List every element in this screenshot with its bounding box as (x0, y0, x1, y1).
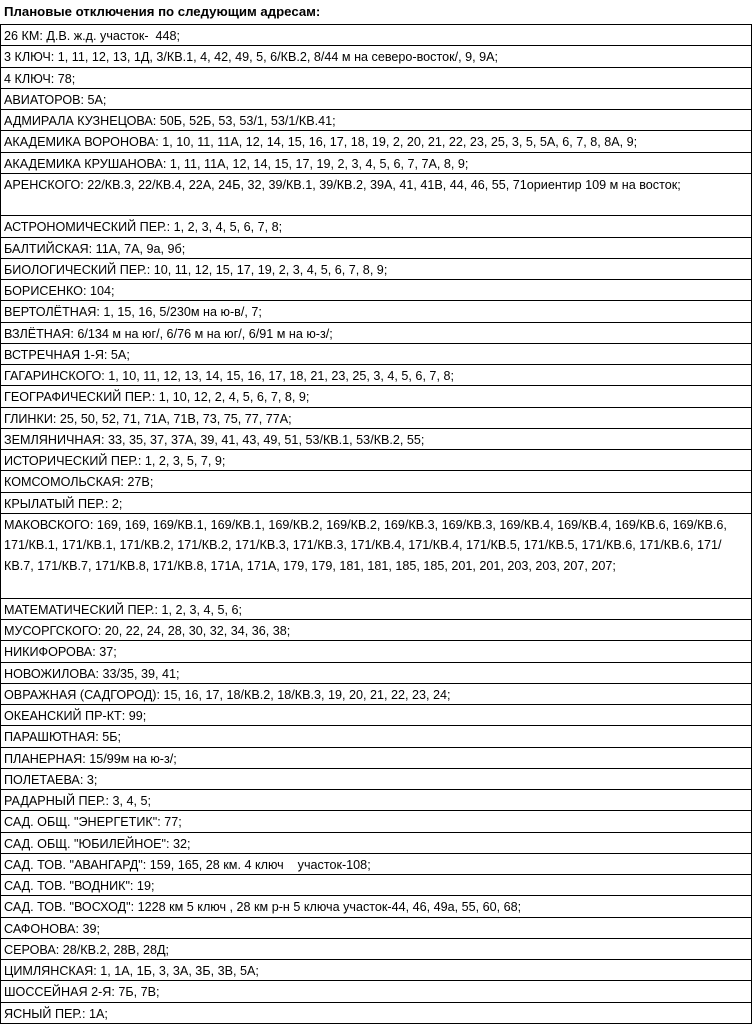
address-row (1, 833, 751, 854)
sheet-header: Плановые отключения по следующим адресам: (4, 4, 321, 19)
address-row (1, 280, 751, 301)
address-row (1, 790, 751, 811)
address-row (1, 344, 751, 365)
address-text: БОРИСЕНКО: 104; (4, 284, 115, 298)
address-row (1, 89, 751, 110)
address-row (1, 25, 751, 46)
address-text: АВИАТОРОВ: 5А; (4, 92, 107, 107)
address-row (1, 918, 751, 939)
address-text: 4 КЛЮЧ: 78; (4, 71, 76, 86)
address-text: РАДАРНЫЙ ПЕР.: 3, 4, 5; (4, 794, 151, 808)
address-text: ИСТОРИЧЕСКИЙ ПЕР.: 1, 2, 3, 5, 7, 9; (4, 454, 226, 468)
address-text: МУСОРГСКОГО: 20, 22, 24, 28, 30, 32, 34, 36, 38; (4, 624, 291, 638)
address-row (1, 131, 751, 152)
address-row (1, 365, 751, 386)
address-row (1, 323, 751, 344)
address-text: САД. ОБЩ. "ЭНЕРГЕТИК": 77; (4, 815, 182, 830)
address-row (1, 769, 751, 790)
address-row (1, 493, 751, 514)
address-row (1, 153, 751, 174)
address-text: ВЗЛЁТНАЯ: 6/134 м на юг/, 6/76 м на юг/, 6/91 м на ю-з/; (4, 326, 333, 341)
address-row (1, 811, 751, 832)
address-text: 26 КМ: Д.В. ж.д. участок- 448; (4, 29, 181, 43)
address-row (1, 174, 751, 217)
address-row (1, 663, 751, 684)
address-row (1, 705, 751, 726)
address-row (1, 259, 751, 280)
address-row (1, 450, 751, 471)
address-row (1, 110, 751, 131)
address-text: СЕРОВА: 28/КВ.2, 28В, 28Д; (4, 942, 169, 957)
address-text: КОМСОМОЛЬСКАЯ: 27В; (4, 475, 154, 490)
address-text: ГЕОГРАФИЧЕСКИЙ ПЕР.: 1, 10, 12, 2, 4, 5, 6, 7, 8, 9; (4, 390, 310, 405)
address-row (1, 981, 751, 1002)
address-row (1, 599, 751, 620)
address-text: ВЕРТОЛЁТНАЯ: 1, 15, 16, 5/230м на ю-в/, 7; (4, 305, 262, 320)
address-row (1, 68, 751, 89)
address-text: АРЕНСКОГО: 22/КВ.3, 22/КВ.4, 22А, 24Б, 32, 39/КВ.1, 39/КВ.2, 39А, 41, 41В, 44, 46, 55, 71ориентир 109 м на восток; (4, 177, 681, 192)
address-text: ШОССЕЙНАЯ 2-Я: 7Б, 7В; (4, 985, 160, 1000)
address-text: ГЛИНКИ: 25, 50, 52, 71, 71А, 71В, 73, 75, 77, 77А; (4, 411, 292, 426)
address-table (0, 24, 752, 1024)
address-row (1, 641, 751, 662)
address-row (1, 896, 751, 917)
address-row (1, 238, 751, 259)
address-text: АКАДЕМИКА ВОРОНОВА: 1, 10, 11, 11А, 12, 14, 15, 16, 17, 18, 19, 2, 20, 21, 22, 23, 25, 3, 5, 5А, 6, 7, 8, 8А, 9; (4, 135, 638, 150)
address-row (1, 726, 751, 747)
address-row (1, 1003, 751, 1024)
address-text: НОВОЖИЛОВА: 33/35, 39, 41; (4, 666, 180, 681)
address-row (1, 429, 751, 450)
address-row (1, 514, 751, 599)
address-text: КРЫЛАТЫЙ ПЕР.: 2; (4, 496, 123, 511)
address-text: АДМИРАЛА КУЗНЕЦОВА: 50Б, 52Б, 53, 53/1, 53/1/КВ.41; (4, 114, 336, 128)
address-row (1, 875, 751, 896)
address-text: ГАГАРИНСКОГО: 1, 10, 11, 12, 13, 14, 15, 16, 17, 18, 21, 23, 25, 3, 4, 5, 6, 7, 8; (4, 369, 454, 383)
address-text: МАКОВСКОГО: 169, 169, 169/КВ.1, 169/КВ.1, 169/КВ.2, 169/КВ.2, 169/КВ.3, 169/КВ.3, 169/КВ.4, 169/КВ.4, 169/КВ.6, 169/КВ.6, 171/КВ.1, 171/КВ.1, 171/КВ.2, 171/КВ.2, 171/КВ.3, 171/КВ.3, 171/КВ.4, 171/КВ.4, 171/КВ.5, 171/КВ.5, 171/КВ.6, 171/КВ.6, 171/КВ.7, 171/КВ.7, 171/КВ.8, 171/КВ.8, 171А, 171А, 179, 179, 181, 181, 185, 185, 201, 201, 203, 203, 207, 207; (4, 517, 731, 573)
address-row (1, 960, 751, 981)
address-text: 3 КЛЮЧ: 1, 11, 12, 13, 1Д, 3/КВ.1, 4, 42, 49, 5, 6/КВ.2, 8/44 м на северо-восток/, 9, 9А; (4, 50, 498, 65)
address-row (1, 301, 751, 322)
address-text: ЦИМЛЯНСКАЯ: 1, 1А, 1Б, 3, 3А, 3Б, 3В, 5А; (4, 964, 259, 978)
address-text: БАЛТИЙСКАЯ: 11А, 7А, 9а, 9б; (4, 241, 186, 256)
address-row (1, 854, 751, 875)
address-text: САФОНОВА: 39; (4, 921, 100, 936)
address-row (1, 408, 751, 429)
address-text: ПАРАШЮТНАЯ: 5Б; (4, 730, 122, 745)
address-text: САД. ТОВ. "АВАНГАРД": 159, 165, 28 км. 4 ключ участок-108; (4, 857, 371, 872)
address-row (1, 386, 751, 407)
address-text: МАТЕМАТИЧЕСКИЙ ПЕР.: 1, 2, 3, 4, 5, 6; (4, 602, 242, 617)
address-text: ЗЕМЛЯНИЧНАЯ: 33, 35, 37, 37А, 39, 41, 43, 49, 51, 53/КВ.1, 53/КВ.2, 55; (4, 432, 425, 447)
address-row (1, 46, 751, 67)
address-row (1, 471, 751, 492)
address-row (1, 216, 751, 237)
address-text: БИОЛОГИЧЕСКИЙ ПЕР.: 10, 11, 12, 15, 17, 19, 2, 3, 4, 5, 6, 7, 8, 9; (4, 262, 388, 277)
address-text: ПОЛЕТАЕВА: 3; (4, 772, 98, 787)
address-text: САД. ТОВ. "ВОСХОД": 1228 км 5 ключ , 28 км р-н 5 ключа участок-44, 46, 49а, 55, 60, 68; (4, 900, 522, 915)
address-text: САД. ТОВ. "ВОДНИК": 19; (4, 879, 155, 893)
address-text: ОВРАЖНАЯ (САДГОРОД): 15, 16, 17, 18/КВ.2, 18/КВ.3, 19, 20, 21, 22, 23, 24; (4, 687, 451, 702)
address-text: АСТРОНОМИЧЕСКИЙ ПЕР.: 1, 2, 3, 4, 5, 6, 7, 8; (4, 220, 283, 235)
address-row (1, 620, 751, 641)
address-text: САД. ОБЩ. "ЮБИЛЕЙНОЕ": 32; (4, 836, 191, 851)
address-text: АКАДЕМИКА КРУШАНОВА: 1, 11, 11А, 12, 14, 15, 17, 19, 2, 3, 4, 5, 6, 7, 7А, 8, 9; (4, 156, 469, 171)
address-text: ПЛАНЕРНАЯ: 15/99м на ю-з/; (4, 751, 177, 766)
address-text: ВСТРЕЧНАЯ 1-Я: 5А; (4, 347, 130, 362)
address-text: ЯСНЫЙ ПЕР.: 1А; (4, 1006, 108, 1021)
address-text: НИКИФОРОВА: 37; (4, 645, 117, 660)
address-text: ОКЕАНСКИЙ ПР-КТ: 99; (4, 709, 147, 723)
address-row (1, 748, 751, 769)
address-row (1, 939, 751, 960)
address-row (1, 684, 751, 705)
